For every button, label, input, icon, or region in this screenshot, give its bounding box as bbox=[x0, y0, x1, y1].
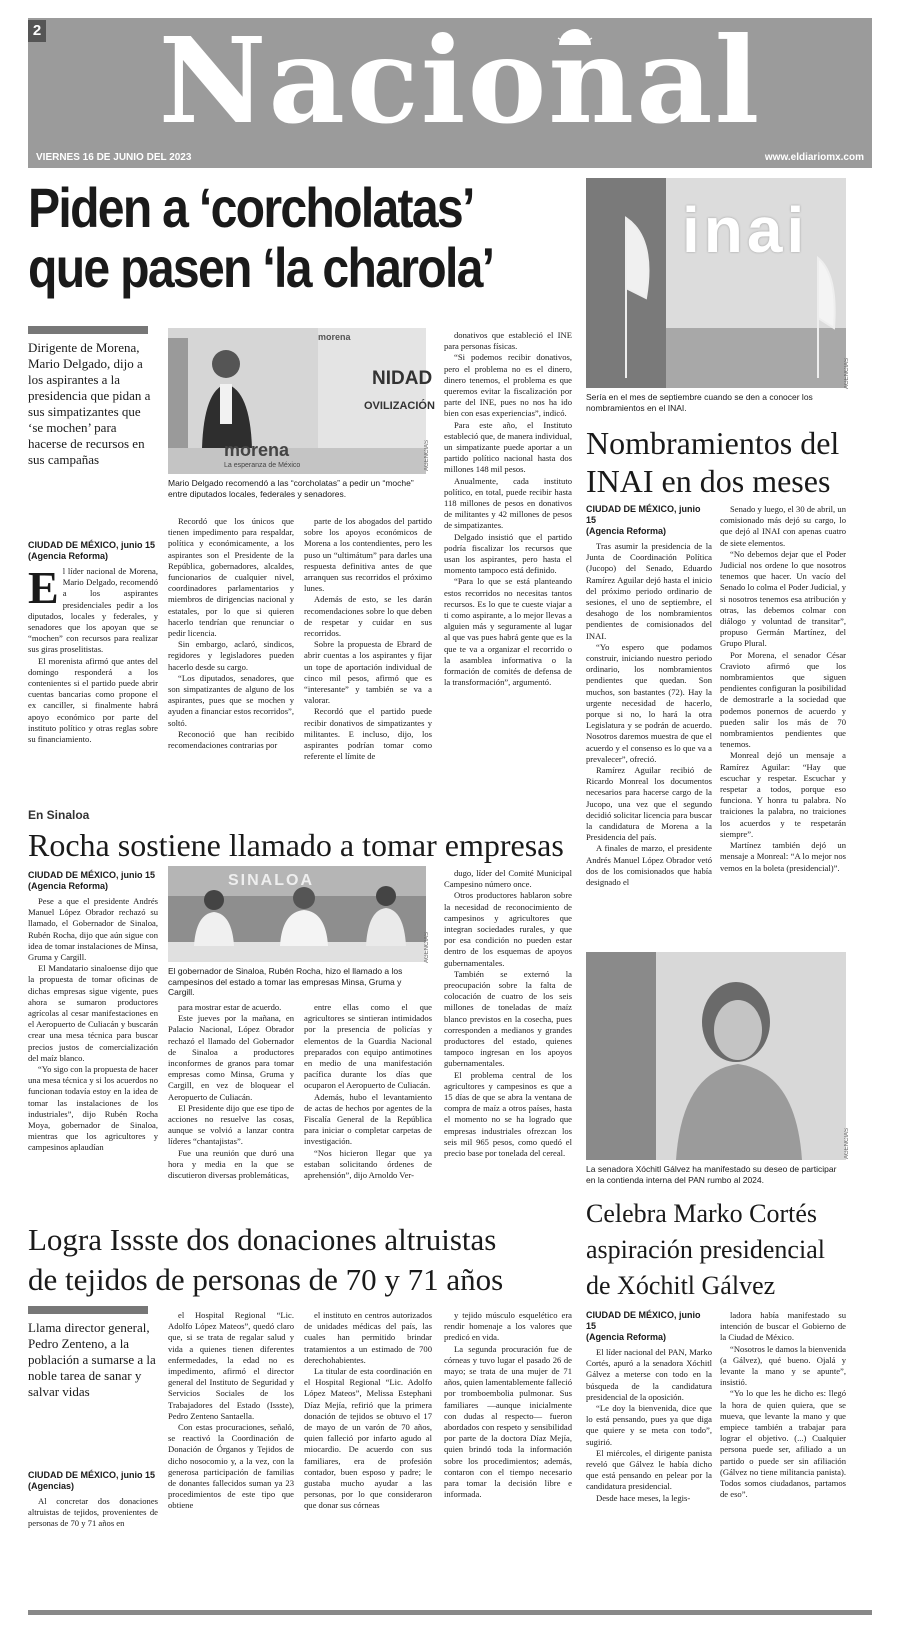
headline-line: de Xóchitl Gálvez bbox=[586, 1271, 776, 1300]
paragraph: La titular de esta coordinación en el Hospital Regional “Lic. Adolfo López Mateos”, Melissa Estephani Díaz Mejía, refirió que la primera donación de tejidos se obtuvo el 17 de mayo de un varón de 70 años, quien falleció por infarto agudo al miocardio. De acuerdo con sus familiares, era de profesión contador, buen esposo y padre; le gustaba mucho ayudar a las personas, por lo que consideraron que donar sus córneas bbox=[304, 1366, 432, 1511]
paragraph: Recordó que los únicos que tienen impedimento para respaldar, política y económicamente, a los aspirantes son el Presidente de la República, gobernadores, alcaldes, funcionarios de cualquier nivel, coordinadores parlamentarios y miembros de dirigencias nacional y estatales, por lo que si quieren hacerlo tendrían que renunciar o pedir licencia. bbox=[168, 516, 294, 639]
footer-rule bbox=[28, 1610, 872, 1615]
paragraph: Anualmente, cada instituto político, en total, puede recibir hasta 118 millones de pesos en donativos de militantes y 42 millones de pesos de simpatizantes. bbox=[444, 475, 572, 531]
paragraph: “Le doy la bienvenida, dice que lo está pensando, pues ya que diga que quiere y se meta con todo”, sugirió. bbox=[586, 1403, 712, 1447]
story1-summary: Dirigente de Morena, Mario Delgado, dijo a los aspirantes a la presidencia que pidan a sus simpatizantes que ‘se mochen’ para hacerse de recursos en sus campañas bbox=[28, 340, 151, 467]
story2-col2 bbox=[168, 1002, 294, 1181]
paragraph: Recordó que el partido puede recibir donativos de simpatizantes y militantes. E incluso, dijo, los aspirantes podrían tomar como referente el límite de bbox=[304, 706, 432, 762]
story5-col2 bbox=[168, 1310, 294, 1512]
paragraph: l líder nacional de Morena, Mario Delgado, recomendó a los aspirantes presidenciales pedir a los diputados, locales y federales, y senadores que los apoyan que se “mochen” con recursos para realizar sus giras proselitistas. bbox=[28, 566, 158, 655]
paragraph: Fue una reunión que duró una hora y media en la que se discutieron diversas problemáticas, bbox=[168, 1147, 294, 1181]
paragraph: “Nos hicieron llegar que ya estaban solicitando órdenes de aprehensión”, dijo Arnoldo Ver- bbox=[304, 1147, 432, 1181]
paragraph: A finales de marzo, el presidente Andrés Manuel López Obrador vetó dos de los comisionados que había designado el bbox=[586, 843, 712, 888]
photo-credit: AGENCIAS bbox=[844, 1128, 850, 1160]
paragraph: “Si podemos recibir donativos, pero el problema no es el dinero, dinero tenemos, el problema es que queremos evitar la fiscalización por parte del INE, pues no nos ha ido bien con esas experiencias”, indicó. bbox=[444, 352, 572, 419]
photo-podium-text: La esperanza de México bbox=[224, 462, 301, 469]
paragraph: El Mandatario sinaloense dijo que la propuesta de tomar oficinas de dichas empresas sigue vigente, pues ahora se sumaron productores agrícolas al cesar manifestaciones en el Aeropuerto de Culiacán y buscarán crear una mesa técnica para buscar precios justos de comercialización del maíz blanco. bbox=[28, 963, 158, 1063]
paragraph: para mostrar estar de acuerdo. bbox=[178, 1002, 282, 1012]
paragraph: Al concretar dos donaciones altruistas de tejidos, provenientes de personas de 70 y 71 años en bbox=[28, 1496, 158, 1529]
paragraph: Este jueves por la mañana, en Palacio Nacional, López Obrador rechazó el llamado del Gobernador de Sinaloa a productores inconformes de granos para tomar empresas como Minsa, Gruma y Cargill, en vez de bloquear el Aeropuerto de Culiacán. bbox=[168, 1013, 294, 1102]
story3-col1 bbox=[586, 504, 712, 888]
agency: (Agencia Reforma) bbox=[586, 526, 667, 536]
headline-line: Nombramientos del bbox=[586, 425, 840, 461]
headline-line: Logra Issste dos donaciones altruistas bbox=[28, 1222, 497, 1257]
headline-line: de tejidos de personas de 70 y 71 años bbox=[28, 1262, 504, 1297]
story2-col4 bbox=[444, 868, 572, 1159]
paragraph: “Yo lo que les he dicho es: llegó la hora de quien quiera, que se mueva, que levante la mano y que empiece también a trabajar para lograr el objetivo. (...) Cualquier persona puede ser, afiliado a un partido o puede ser sin afiliación (Gálvez no tiene militancia panista). Todos somos ciudadanos, partamos de eso”. bbox=[720, 1388, 846, 1500]
story5-col3 bbox=[304, 1310, 432, 1512]
story1-col2 bbox=[168, 516, 294, 751]
paragraph: ladora había manifestado su intención de buscar el Gobierno de la Ciudad de México. bbox=[720, 1310, 846, 1343]
story1-col1 bbox=[28, 540, 158, 745]
photo-podium-text: morena bbox=[224, 440, 290, 460]
paragraph: Ramírez Aguilar recibió de Ricardo Monreal los documentos necesarios para hacerse cargo de la Jucopo, una vez que el segundo decidió solicitar licencia para buscar la candidatura de Morena a la Presidencia del país. bbox=[586, 765, 712, 843]
dateline: CIUDAD DE MÉXICO, junio 15 bbox=[28, 870, 156, 880]
drop-cap: E bbox=[28, 562, 59, 613]
paragraph: el instituto en centros autorizados de unidades médicas del país, las cuales han permitido brindar tratamientos a un estimado de 700 derechohabientes. bbox=[304, 1310, 432, 1365]
paragraph: Sin embargo, aclaró, sindicos, regidores y legisladores pueden hacerlo desde su cargo. bbox=[168, 639, 294, 672]
paragraph: Otros productores hablaron sobre la necesidad de reconocimiento de campesinos y agricultores que integran sociedades rurales, y que por esa condición no pueden estar dentro de los esquemas de apoyos gubernamentales. bbox=[444, 890, 572, 968]
photo-banner-text: SINALOA bbox=[228, 872, 314, 889]
summary-rule bbox=[28, 326, 148, 334]
agency: (Agencia Reforma) bbox=[28, 551, 109, 561]
story2-col1 bbox=[28, 870, 158, 1154]
page-number: 2 bbox=[28, 20, 46, 42]
photo-banner-text: OVILIZACIÓN bbox=[364, 400, 435, 412]
paragraph: El Presidente dijo que ese tipo de acciones no resuelve las cosas, aunque se volvió a lanzar contra líderes “chantajistas”. bbox=[168, 1102, 294, 1147]
story5-col4 bbox=[444, 1310, 572, 1500]
paragraph: La segunda procuración fue de córneas y tuvo lugar el pasado 26 de mayo; se trata de una mujer de 71 años, quien lamentablemente falleció por tromboembolia pulmonar. Sus familiares —aunque inicialmente con dudas al respecto— fueron abordados con respeto y sensibilidad por parte de la doctora Díaz Mejía, quien brindó toda la información sobre los procedimientos; además, contaron con el tiempo necesario para tomar la decisión libre e informada. bbox=[444, 1343, 572, 1500]
summary-rule bbox=[28, 1306, 148, 1314]
paragraph: “Nosotros le damos la bienvenida (a Gálvez), qué bueno. Ojalá y levante la mano y se apunte”, insistió. bbox=[720, 1343, 846, 1388]
story2-photo-caption: El gobernador de Sinaloa, Rubén Rocha, hizo el llamado a los campesinos del estado a tomar las empresas Minsa, Gruma y Cargill. bbox=[168, 966, 403, 997]
dateline: CIUDAD DE MÉXICO, junio 15 bbox=[28, 1470, 156, 1480]
story2-col3 bbox=[304, 1002, 432, 1181]
paragraph: El líder nacional del PAN, Marko Cortés, apuró a la senadora Xóchitl Gálvez a meterse con todo en la búsqueda de la candidatura presidencial de la oposición. bbox=[586, 1347, 712, 1402]
story3-photo bbox=[586, 178, 846, 388]
dateline: CIUDAD DE MÉXICO, junio 15 bbox=[586, 1310, 701, 1331]
headline-line: Celebra Marko Cortés bbox=[586, 1199, 818, 1228]
issue-date: VIERNES 16 DE JUNIO DEL 2023 bbox=[36, 152, 192, 163]
paragraph: donativos que estableció el INE para personas físicas. bbox=[444, 330, 572, 352]
story1-col3 bbox=[304, 516, 432, 762]
paragraph: También se externó la preocupación sobre la falta de colocación de cuatro de los seis millones de toneladas de maíz blanco previstos en la cosecha, pues corresponden a medianos y grandes productores del estado, quienes tampoco ingresan en los apoyos gubernamentales. bbox=[444, 968, 572, 1069]
paragraph: Senado y luego, el 30 de abril, un comisionado más dejó su cargo, lo que dejó al INAI con apenas cuatro de siete elementos. bbox=[720, 504, 846, 548]
paragraph: Reconoció que han recibido recomendaciones contrarias por bbox=[168, 728, 294, 751]
xochitl-galvez-photo bbox=[586, 952, 846, 1160]
headline-line: INAI en dos meses bbox=[586, 463, 831, 499]
story5-col1 bbox=[28, 1470, 158, 1530]
paragraph: Además de esto, se les darán recomendaciones sobre lo que deben de respetar y cuidar en sus recorridos. bbox=[304, 594, 432, 639]
paragraph: Monreal dejó un mensaje a Ramírez Aguilar: “Hay que escuchar y respetar. Escuchar y respetar a todos, porque eso funciona. Y honra tu palabra. No traiciones la palabra, no traiciones los acuerdos y te respetarán siempre”. bbox=[720, 750, 846, 839]
photo-banner-text: morena bbox=[318, 332, 351, 342]
paragraph: Delgado insistió que el partido podría fiscalizar los recursos que usan los aspirantes, pero hasta el momento tampoco está definido. bbox=[444, 531, 572, 576]
paragraph: Tras asumir la presidencia de la Junta de Coordinación Política (Jucopo) del Senado, Eduardo Ramírez Aguilar dejó hasta el inicio del próximo periodo ordinario de sesiones, el uno de septiembre, el desahogo de los nombramientos pendientes de comisionados del INAI. bbox=[586, 541, 712, 641]
paragraph: “Los diputados, senadores, que son simpatizantes de alguno de los aspirantes, pues que se mochen y ayuden a financiar estos recorridos”, soltó. bbox=[168, 672, 294, 728]
paragraph: el Hospital Regional “Lic. Adolfo López Mateos”, quedó claro que, si se trata de regalar salud y vida a quienes tienen diferentes enfermedades, la edad no es impedimento, afirmó el director general del Instituto de Seguridad y Servicios Sociales de los Trabajadores del Estado (Issste), Pedro Zenteno Santaella. bbox=[168, 1310, 294, 1421]
story3-col2 bbox=[720, 504, 846, 874]
paragraph: Pese a que el presidente Andrés Manuel López Obrador rechazó su llamado, el Gobernador de Sinaloa, Rubén Rocha, dijo que aún sigue con idea de tomar instalaciones de Minsa, Gruma y Cargill. bbox=[28, 896, 158, 963]
headline-line: Piden a ‘corcholatas’ bbox=[28, 176, 474, 239]
story2-photo bbox=[168, 866, 426, 962]
story4-col1 bbox=[586, 1310, 712, 1504]
website-link[interactable]: www.eldiariomx.com bbox=[764, 152, 864, 163]
paragraph: parte de los abogados del partido sobre los apoyos económicos de Morena a los contendientes, pero les puso un “ultimátum” para darles una respuesta definitiva antes de que arranquen sus recorridos el próximo lunes. bbox=[304, 516, 432, 594]
agency: (Agencia Reforma) bbox=[586, 1332, 667, 1342]
story4-photo-caption: La senadora Xóchitl Gálvez ha manifestado su deseo de participar en la contienda interna del PAN rumbo al 2024. bbox=[586, 1164, 837, 1185]
dateline: CIUDAD DE MÉXICO, junio 15 bbox=[586, 504, 701, 525]
paragraph: “No debemos dejar que el Poder Judicial nos ordene lo que nosotros tenemos que hacer. Un vacío del Senado lo colma el Poder Judicial, y si nosotros tenemos esa atribución y otras, las debemos colmar con diálogo y voluntad de transitar”, propuso Germán Martínez, del Grupo Plural. bbox=[720, 548, 846, 649]
paragraph: El morenista afirmó que antes del domingo responderá a los contenientes si el partido puede abrir cuentas bancarias como propone el ex canciller, si finalmente habrá apoyo económico por parte del instituto político y otras reglas sobre su financiamiento. bbox=[28, 655, 158, 745]
photo-credit: AGENCIAS bbox=[844, 358, 850, 390]
story5-headline bbox=[28, 1220, 578, 1300]
section-title: Nacional bbox=[158, 11, 762, 150]
paragraph: Sobre la propuesta de Ebrard de abrir cuentas a los aspirantes y fijar un tope de aportación individual de cinco mil pesos, afirmó que es “interesante” y también se va a valorar. bbox=[304, 639, 432, 706]
paragraph: Para este año, el Instituto estableció que, de manera individual, un simpatizante puede aportar a un partido político nacional hasta dos millones 148 mil pesos. bbox=[444, 419, 572, 475]
paragraph: “Yo sigo con la propuesta de hacer una mesa técnica y si los acuerdos no funcionan todavía estoy en la idea de tomar las instalaciones de los industriales”, dijo Rubén Rocha Moya, gobernador de Sinaloa, mientras que los agricultores y campesinos aplaudían bbox=[28, 1064, 158, 1153]
paragraph: dugo, líder del Comité Municipal Campesino número once. bbox=[444, 868, 572, 890]
paragraph: Por Morena, el senador César Cravioto afirmó que los nombramientos que siguen pendientes configuran la posibilidad de demostrarle a la sociedad que podemos ponernos de acuerdo y pueden salir los más de 70 nombramientos pendientes que tenemos. bbox=[720, 649, 846, 750]
paragraph: entre ellas como el que agricultores se sintieran intimidados por la presencia de policías y elementos de la Guardia Nacional preparados con equipo antimotines en medio de una manifestación pacífica durante los días que ocuparon el Aeropuerto de Culiacán. bbox=[304, 1002, 432, 1091]
headline-line: aspiración presidencial bbox=[586, 1235, 825, 1264]
paragraph: El miércoles, el dirigente panista reveló que Gálvez le había dicho que está pensando en pelear por la candidatura presidencial. bbox=[586, 1447, 712, 1492]
dateline: CIUDAD DE MÉXICO, junio 15 bbox=[28, 540, 156, 550]
paragraph: y tejido músculo esquelético era rendir homenaje a los valores que predicó en vida. bbox=[444, 1310, 572, 1343]
headline-line: que pasen ‘la charola’ bbox=[28, 236, 494, 299]
story3-photo-caption: Sería en el mes de septiembre cuando se den a conocer los nombramientos en el INAI. bbox=[586, 392, 813, 413]
photo-banner-text: NIDAD bbox=[372, 368, 433, 389]
story4-photo bbox=[586, 952, 846, 1160]
inai-logo-text: inai bbox=[682, 194, 809, 266]
story2-kicker: En Sinaloa bbox=[28, 808, 90, 822]
paragraph: El problema central de los agricultores y campesinos es que a 15 días de que se abra la ventana de compra de maíz a otros países, hasta el momento no se ha logrado que empresas industriales ofrezcan los seis mil 965 pesos, como quedó el precio base por tonelada del cereal. bbox=[444, 1069, 572, 1159]
paragraph: “Yo espero que podamos construir, iniciando nuestro periodo ordinario, los nombramientos pendientes que quedan. Son muchos, son bastantes (72). Hay la urgente necesidad de hacerlo, porque si no, lo hará la otra Legislatura y se podrán de acuerdo. Nosotros daremos muestra de que el acuerdo y el consenso es lo que va a prevalecer”, ofreció. bbox=[586, 641, 712, 764]
story3-headline bbox=[586, 424, 856, 500]
paragraph: Martínez también dejó un mensaje a Monreal: “A lo mejor nos vemos en la boleta (presidencial)”. bbox=[720, 840, 846, 873]
paragraph: “Para lo que se está planteando estos recorridos no necesitas tantos recursos. Es lo que te cueste viajar a ti como aspirante, a lo mejor llevas a alguien más y seguramente al lugar al que vas pues habrá gente que es la que te va a organizar el recorrido o la asamblea informativa o la formación de comités de defensa de la transformación”, argumentó. bbox=[444, 576, 572, 688]
agency: (Agencia Reforma) bbox=[28, 881, 109, 891]
agency: (Agencias) bbox=[28, 1481, 75, 1491]
story4-col2 bbox=[720, 1310, 846, 1500]
photo-credit: AGENCIAS bbox=[424, 932, 430, 964]
story2-headline: Rocha sostiene llamado a tomar empresas bbox=[28, 827, 564, 863]
story1-headline bbox=[28, 178, 497, 298]
story5-summary: Llama director general, Pedro Zenteno, a la población a sumarse a la noble tarea de sanar y salvar vidas bbox=[28, 1320, 156, 1399]
paragraph: Con estas procuraciones, señaló, se reactivó la Coordinación de Donación de Órganos y Tejidos de dicho nosocomio y, a la vez, con la generosa participación de familias de donantes fallecidos suman ya 23 procedimientos de este tipo que obtiene bbox=[168, 1422, 294, 1511]
story1-col4 bbox=[444, 330, 572, 689]
story4-headline bbox=[586, 1196, 856, 1304]
paragraph: Además, hubo el levantamiento de actas de hechos por agentes de la Fiscalía General de la República para iniciar o completar carpetas de investigación. bbox=[304, 1091, 432, 1147]
photo-credit: AGENCIAS bbox=[424, 440, 430, 472]
paragraph: Desde hace meses, la legis- bbox=[596, 1492, 691, 1503]
story1-photo-caption: Mario Delgado recomendó a las “corcholatas” a pedir un “moche” entre diputados locales, federales y senadores. bbox=[168, 478, 414, 499]
